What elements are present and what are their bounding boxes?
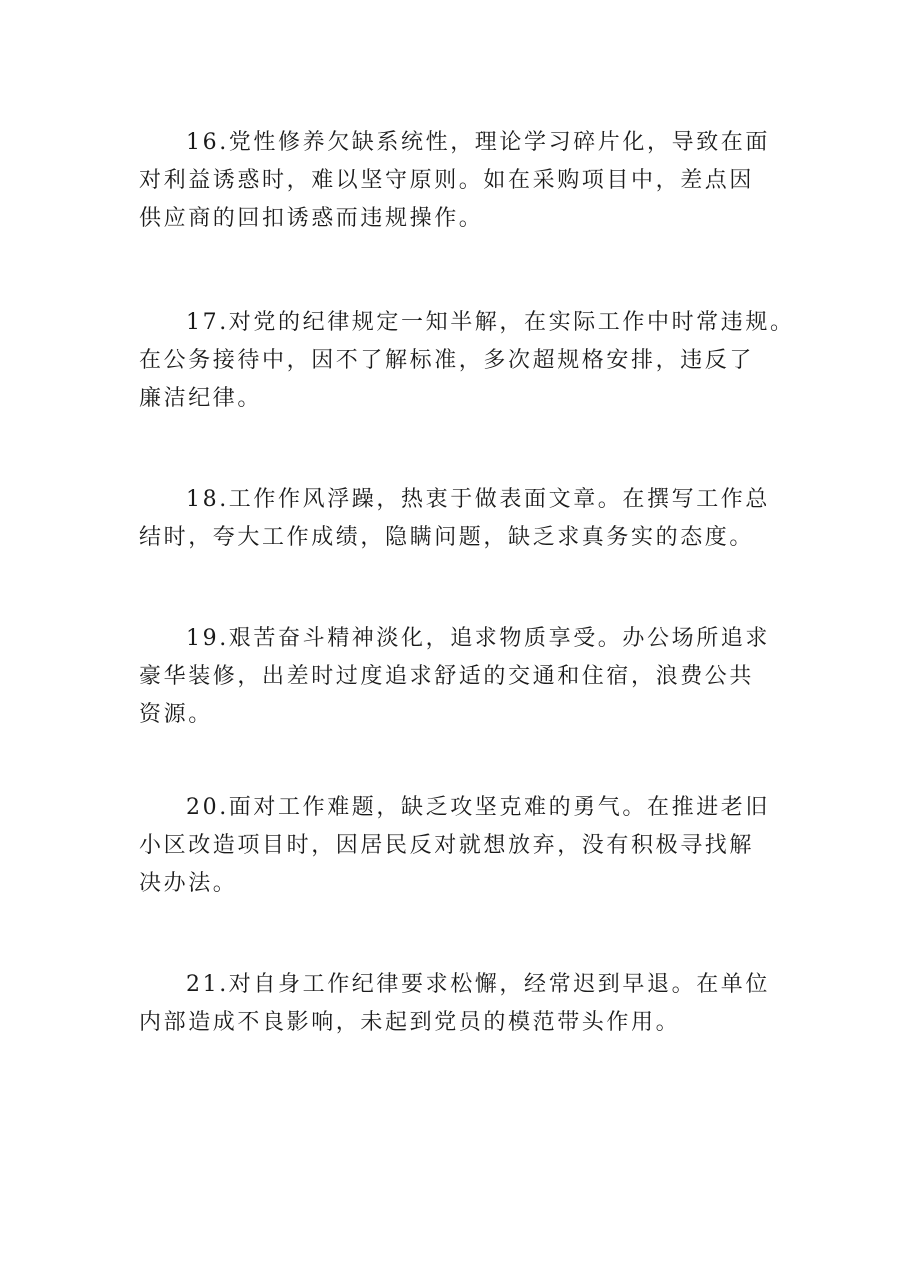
paragraph-21 [139, 966, 779, 1042]
paragraph-line: 内部造成不良影响，未起到党员的模范带头作用。 [139, 1010, 681, 1035]
paragraph-line: 19.艰苦奋斗精神淡化，追求物质享受。办公场所追求 [186, 626, 770, 651]
paragraph-line: 18.工作作风浮躁，热衷于做表面文章。在撰写工作总 [186, 487, 770, 512]
paragraph-17 [139, 304, 795, 418]
paragraph-line: 对利益诱惑时，难以坚守原则。如在采购项目中，差点因 [139, 168, 755, 193]
paragraph-line: 21.对自身工作纪律要求松懈，经常迟到早退。在单位 [186, 972, 770, 997]
paragraph-line: 20.面对工作难题，缺乏攻坚克难的勇气。在推进老旧 [186, 795, 770, 820]
paragraph-16 [139, 124, 779, 238]
paragraph-line: 在公务接待中，因不了解标准，多次超规格安排，违反了 [139, 348, 755, 373]
paragraph-line: 结时，夸大工作成绩，隐瞒问题，缺乏求真务实的态度。 [139, 525, 755, 550]
paragraph-20 [139, 789, 779, 903]
paragraph-line: 17.对党的纪律规定一知半解，在实际工作中时常违规。 [186, 310, 795, 335]
paragraph-18 [139, 481, 779, 557]
paragraph-line: 豪华装修，出差时过度追求舒适的交通和住宿，浪费公共 [139, 664, 755, 689]
paragraph-19 [139, 620, 779, 734]
paragraph-line: 资源。 [139, 702, 213, 727]
paragraph-line: 小区改造项目时，因居民反对就想放弃，没有积极寻找解 [139, 833, 755, 858]
paragraph-line: 供应商的回扣诱惑而违规操作。 [139, 206, 484, 231]
paragraph-line: 16.党性修养欠缺系统性，理论学习碎片化，导致在面 [186, 130, 770, 155]
paragraph-line: 决办法。 [139, 871, 238, 896]
paragraph-line: 廉洁纪律。 [139, 386, 263, 411]
